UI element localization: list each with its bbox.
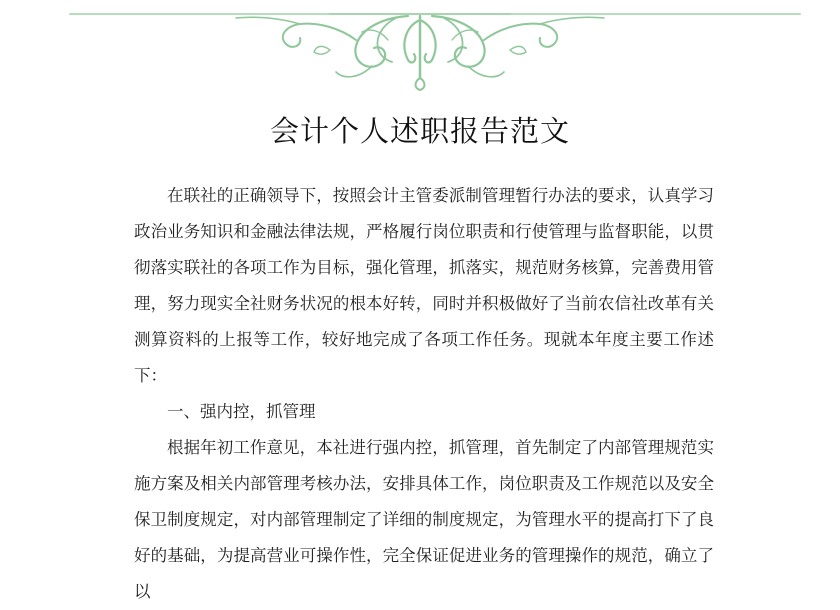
- section-heading: 一、强内控，抓管理: [167, 402, 316, 421]
- decorative-header-ornament: [0, 0, 840, 100]
- ornament-scroll-right: [432, 16, 485, 67]
- paragraph-section-1: 根据年初工作意见，本社进行强内控，抓管理，首先制定了内部管理规范实施方案及相关内部管理考核办法，安排具体工作，岗位职责及工作规范以及安全保卫制度规定，对内部管理制定了详细的制度规定，为管理水平的提高打下了良好的基础，为提高营业可操作性，完全保证促进业务的管理操作的规范，确立了以: [134, 438, 714, 601]
- ornament-scroll-left: [355, 16, 408, 67]
- document-body: [134, 178, 714, 610]
- paragraph-intro: 在联社的正确领导下，按照会计主管委派制管理暂行办法的要求，认真学习政治业务知识和金融法律法规，严格履行岗位职责和行使管理与监督职能，以贯彻落实联社的各项工作为目标，强化管理，抓落实，规范财务核算，完善费用管理，努力现实全社财务状况的根本好转，同时并积极做好了当前农信社改革有关测算资料的上报等工作，较好地完成了各项工作任务。现就本年度主要工作述下：: [134, 186, 714, 385]
- document-title: 会计个人述职报告范文: [269, 114, 570, 148]
